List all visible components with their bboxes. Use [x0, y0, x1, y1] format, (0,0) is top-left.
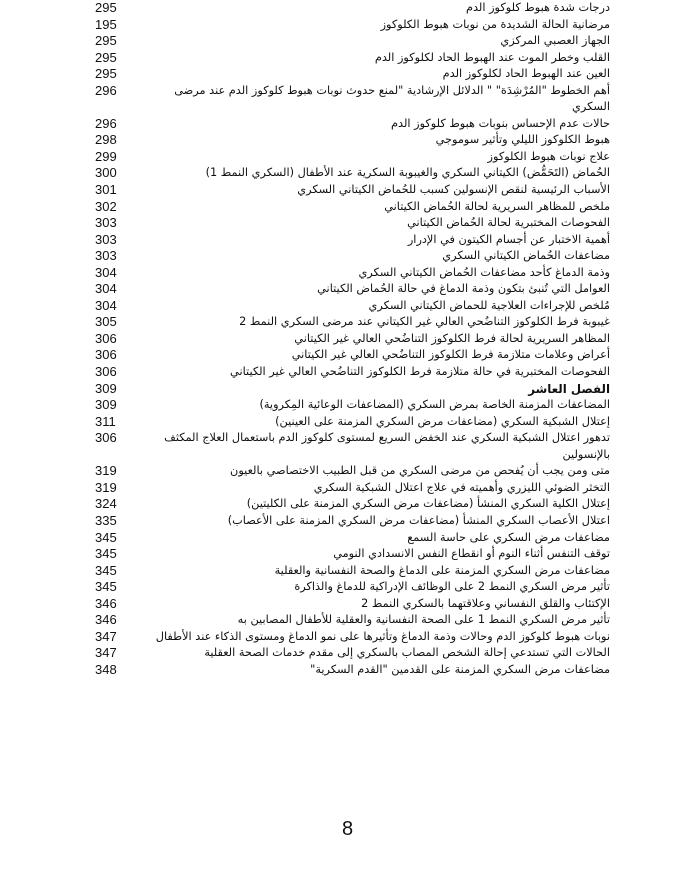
- toc-page-number: 306: [95, 430, 117, 446]
- toc-entry: [95, 50, 610, 67]
- toc-entry: [95, 579, 610, 596]
- toc-page-number: 295: [95, 49, 117, 65]
- toc-entry: [95, 0, 610, 17]
- toc-entry-title: هبوط الكلوكوز الليلي وتأثير سوموجي: [435, 133, 610, 147]
- table-of-contents: [95, 0, 610, 678]
- toc-page-number: 295: [95, 66, 117, 82]
- toc-page-number: 305: [95, 314, 117, 330]
- toc-page-number: 346: [95, 612, 117, 628]
- toc-entry-title: متى ومن يجب أن يُفحص من مرضى السكري من قبل الطبيب الاختصاصي بالعيون: [230, 464, 610, 478]
- toc-entry: [95, 563, 610, 580]
- toc-entry-title: تأثير مرض السكري النمط 1 على الصحة النفسانية والعقلية للأطفال المصابين به: [237, 613, 610, 627]
- toc-entry: [95, 530, 610, 547]
- toc-entry-title: القلب وخطر الموت عند الهبوط الحاد لكلوكوز الدم: [374, 50, 610, 64]
- toc-page-number: 296: [95, 82, 117, 98]
- toc-entry: [95, 645, 610, 662]
- page-number: 8: [341, 818, 354, 840]
- toc-entry-title: حالات عدم الإحساس بنوبات هبوط كلوكوز الدم: [391, 116, 610, 130]
- toc-entry-title: نوبات هبوط كلوكوز الدم وحالات وذمة الدماغ وتأثيرها على نمو الدماغ ومستوى الذكاء عند الأطفال: [155, 629, 610, 643]
- toc-entry: [95, 612, 610, 629]
- toc-entry-title: المضاعفات المزمنة الخاصة بمرض السكري (المضاعفات الوعائية المِكروية): [259, 398, 610, 412]
- toc-page-number: 304: [95, 264, 117, 280]
- toc-page-number: 319: [95, 479, 117, 495]
- toc-entry: [95, 364, 610, 381]
- toc-page-number: 324: [95, 496, 117, 512]
- toc-entry-title: توقف التنفس أثناء النوم أو انقطاع النفس الانسدادي النومي: [333, 547, 610, 561]
- toc-entry: [95, 232, 610, 249]
- toc-page-number: 295: [95, 33, 117, 49]
- toc-entry-title: ملخص للمظاهر السريرية لحالة الحُماض الكيتاني: [384, 199, 610, 213]
- toc-page-number: 298: [95, 132, 117, 148]
- toc-page-number: 303: [95, 248, 117, 264]
- toc-entry: [95, 298, 610, 315]
- toc-entry: [95, 182, 610, 199]
- toc-entry-title: أهمية الاختبار عن أجسام الكيتون في الإدرار: [407, 232, 610, 246]
- toc-page-number: 346: [95, 595, 117, 611]
- toc-page-number: 295: [95, 0, 117, 15]
- toc-page-number: 345: [95, 562, 117, 578]
- toc-page-number: 309: [95, 397, 117, 413]
- toc-page-number: 309: [95, 380, 117, 396]
- toc-entry: [95, 513, 610, 530]
- toc-entry-title: درجات شدة هبوط كلوكوز الدم: [465, 1, 610, 14]
- toc-entry: [95, 265, 610, 282]
- toc-entry: [95, 248, 610, 265]
- toc-entry-title: الجهاز العصبي المركزي: [500, 34, 610, 48]
- toc-entry: [95, 414, 610, 431]
- toc-entry: [95, 662, 610, 679]
- toc-page-number: 319: [95, 463, 117, 479]
- chapter-title: الفصل العاشر: [528, 381, 610, 396]
- toc-entry-title: الإكتئاب والقلق النفساني وعلاقتهما بالسكري النمط 2: [361, 596, 610, 610]
- toc-entry-title: مضاعفات مرض السكري على حاسة السمع: [407, 530, 610, 544]
- toc-entry-title: تدهور اعتلال الشبكية السكري عند الخفض السريع لمستوى كلوكوز الدم باستعمال العلاج المكثف بالإنسولين: [164, 431, 610, 461]
- toc-entry: [95, 397, 610, 414]
- toc-entry: [95, 629, 610, 646]
- toc-entry: [95, 199, 610, 216]
- toc-page-number: 301: [95, 182, 117, 198]
- toc-entry-title: تأثير مرض السكري النمط 2 على الوظائف الإدراكية للدماغ والذاكرة: [294, 580, 610, 594]
- toc-entry-title: اعتلال الأعصاب السكري المنشأ (مضاعفات مرض السكري المزمنة على الأعصاب): [227, 513, 610, 527]
- toc-entry-title: مضاعفات مرض السكري المزمنة على القدمين "القدم السكرية": [310, 662, 610, 676]
- toc-entry-title: الأسباب الرئيسية لنقص الإنسولين كسبب للحُماض الكيتاني السكري: [297, 183, 610, 197]
- toc-page-number: 300: [95, 165, 117, 181]
- toc-entry: [95, 66, 610, 83]
- toc-entry-title: المظاهر السريرية لحالة فرط الكلوكوز التناضُحي العالي غير الكيتاني: [294, 331, 610, 345]
- toc-entry: [95, 17, 610, 34]
- toc-entry: [95, 215, 610, 232]
- toc-entry-title: وذمة الدماغ كأحد مضاعفات الحُماض الكيتاني السكري: [358, 265, 610, 279]
- toc-page-number: 306: [95, 347, 117, 363]
- toc-entry-title: الفحوصات المختبرية لحالة الحُماض الكيتاني: [407, 216, 610, 230]
- toc-page-number: 311: [95, 413, 116, 429]
- toc-entry: [95, 149, 610, 166]
- toc-entry: [95, 165, 610, 182]
- toc-entry-title: الفحوصات المختبرية في حالة متلازمة فرط الكلوكوز التناضُحي العالي غير الكيتاني: [230, 365, 610, 379]
- toc-entry: [95, 347, 610, 364]
- toc-entry: [95, 132, 610, 149]
- toc-entry: [95, 430, 610, 463]
- toc-entry-title: غيبوبة فرط الكلوكوز التناضُحي العالي غير الكيتاني عند مرضى السكري النمط 2: [239, 315, 610, 329]
- toc-page-number: 299: [95, 148, 117, 164]
- toc-page-number: 304: [95, 297, 117, 313]
- toc-entry: [95, 83, 610, 116]
- toc-entry-title: أعراض وعلامات متلازمة فرط الكلوكوز التناضُحي العالي غير الكيتاني: [291, 348, 610, 362]
- toc-page-number: 303: [95, 215, 117, 231]
- toc-entry-title: العين عند الهبوط الحاد لكلوكوز الدم: [442, 67, 610, 81]
- toc-page-number: 348: [95, 661, 117, 677]
- toc-entry-title: إعتلال الشبكية السكري (مضاعفات مرض السكري المزمنة على العينين): [275, 414, 610, 428]
- toc-page-number: 345: [95, 579, 117, 595]
- toc-page-number: 347: [95, 628, 117, 644]
- toc-entry-title: التخثر الضوئي الليزري وأهميته في علاج اعتلال الشبكية السكري: [313, 480, 610, 494]
- toc-entry-title: مرضانية الحالة الشديدة من نوبات هبوط الكلوكوز: [380, 17, 610, 31]
- toc-entry: [95, 463, 610, 480]
- toc-entry-title: مضاعفات الحُماض الكيتاني السكري: [442, 249, 610, 263]
- toc-page-number: 306: [95, 330, 117, 346]
- toc-entry: [95, 116, 610, 133]
- toc-entry-title: علاج نوبات هبوط الكلوكوز: [487, 149, 610, 163]
- toc-page-number: 335: [95, 512, 117, 528]
- toc-entry: [95, 496, 610, 513]
- toc-entry-title: أهم الخطوط "المُرْشِدَة" " الدلائل الإرشادية "لمنع حدوث نوبات هبوط كلوكوز الدم عند مرضى السكري: [174, 83, 610, 114]
- toc-entry: [95, 314, 610, 331]
- toc-page-number: 345: [95, 529, 117, 545]
- toc-entry: [95, 331, 610, 348]
- toc-entry: [95, 480, 610, 497]
- toc-page-number: 303: [95, 231, 117, 247]
- chapter-heading-row: [95, 381, 610, 398]
- toc-entry-title: الحالات التي تستدعي إحالة الشخص المصاب بالسكري إلى مقدم خدمات الصحة العقلية: [204, 646, 610, 660]
- toc-page-number: 296: [95, 115, 117, 131]
- toc-page-number: 195: [95, 16, 117, 32]
- toc-page-number: 345: [95, 546, 117, 562]
- toc-entry-title: العوامل التي تُنبئ بتكون وذمة الدماغ في حالة الحُماض الكيتاني: [317, 282, 610, 296]
- toc-page-number: 302: [95, 198, 117, 214]
- toc-entry: [95, 281, 610, 298]
- toc-entry-title: الحُماض (التَحَمُّض) الكيتاني السكري والغيبوبة السكرية عند الأطفال (السكري النمط 1): [205, 166, 610, 180]
- toc-entry: [95, 596, 610, 613]
- toc-page-number: 347: [95, 645, 117, 661]
- toc-page-number: 306: [95, 364, 117, 380]
- toc-entry-title: مُلخص للإجراءات العلاجية للحماض الكيتاني السكري: [368, 298, 610, 312]
- toc-entry: [95, 546, 610, 563]
- toc-entry: [95, 33, 610, 50]
- toc-entry-title: إعتلال الكلية السكري المنشأ (مضاعفات مرض السكري المزمنة على الكليتين): [246, 497, 610, 511]
- toc-page-number: 304: [95, 281, 117, 297]
- toc-entry-title: مضاعفات مرض السكري المزمنة على الدماغ والصحة النفسانية والعقلية: [274, 563, 610, 577]
